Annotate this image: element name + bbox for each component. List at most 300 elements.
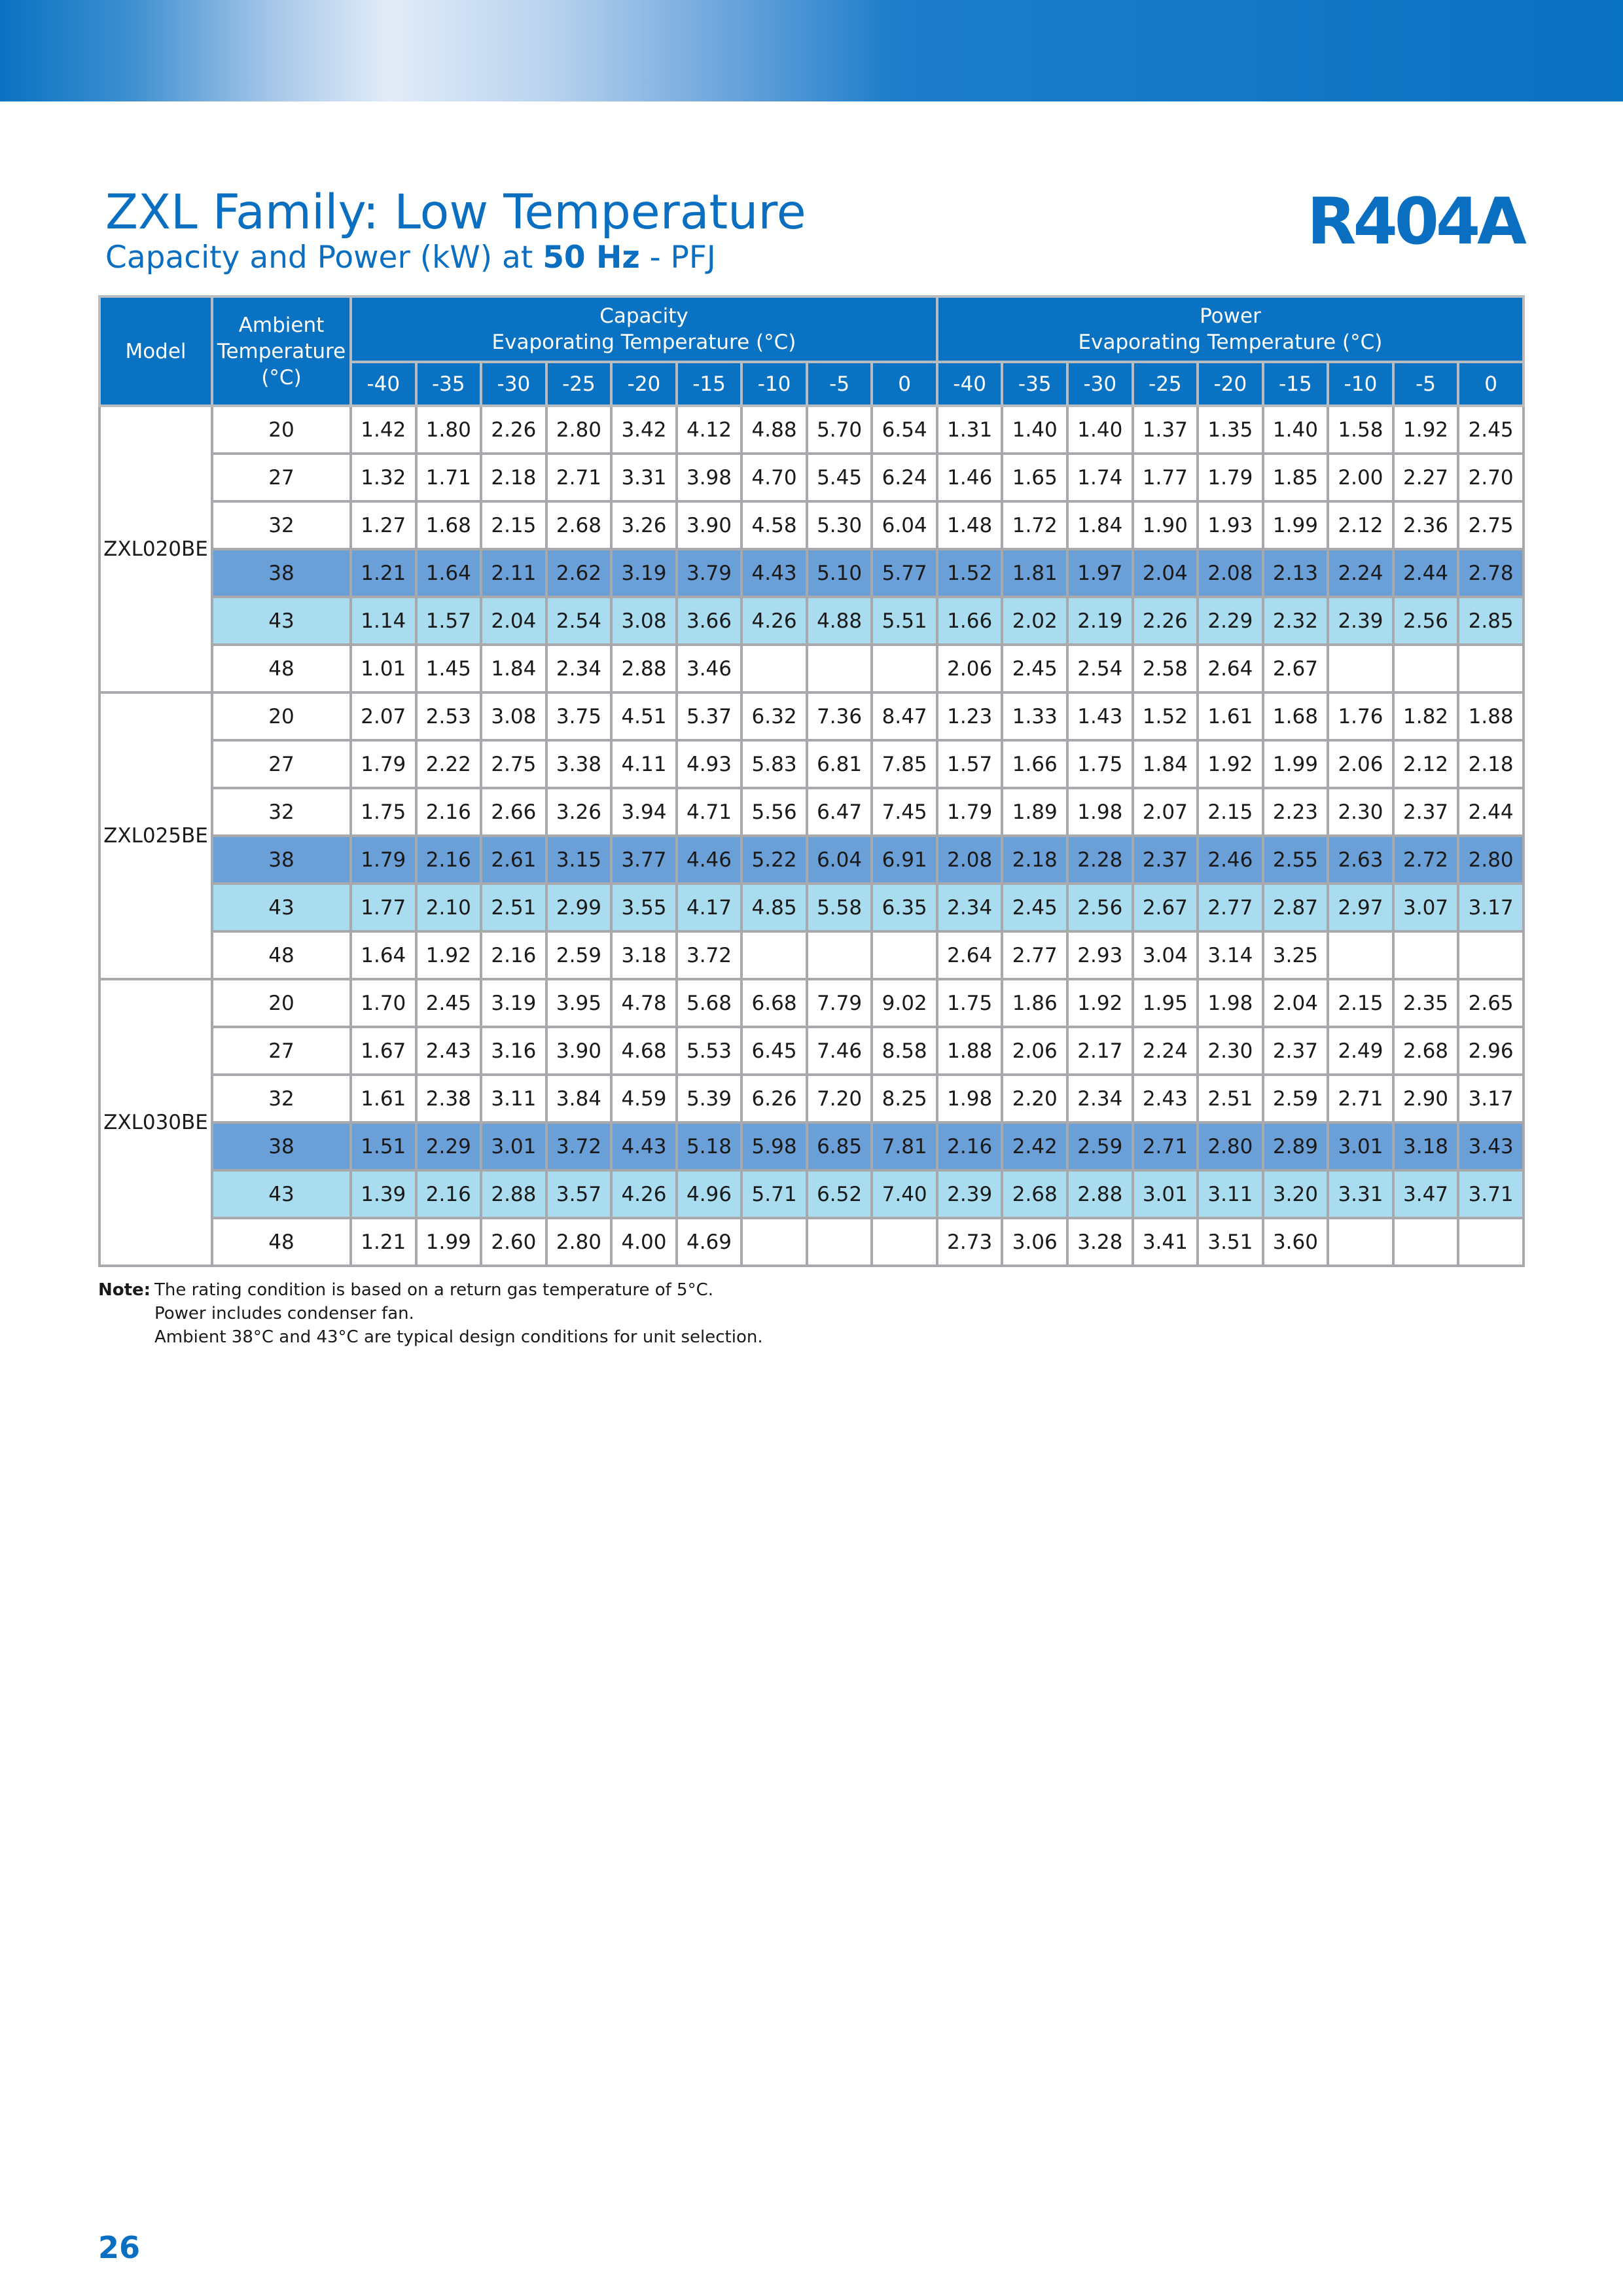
power-cell: 1.65 xyxy=(1002,454,1067,501)
capacity-cell xyxy=(872,1218,937,1266)
capacity-cell: 6.35 xyxy=(872,884,937,931)
capacity-cell: 3.19 xyxy=(481,979,546,1027)
power-cell: 1.33 xyxy=(1002,692,1067,740)
table-row xyxy=(99,1122,1524,1170)
capacity-cell: 7.45 xyxy=(872,788,937,836)
capacity-cell: 4.51 xyxy=(611,692,677,740)
power-cell: 1.72 xyxy=(1002,501,1067,549)
power-cell: 2.29 xyxy=(1198,597,1263,645)
power-evap-temp-header: -5 xyxy=(1393,362,1459,406)
capacity-cell: 3.84 xyxy=(546,1075,612,1122)
power-cell: 2.44 xyxy=(1458,788,1524,836)
capacity-evap-temp-header: -35 xyxy=(416,362,482,406)
power-cell: 2.18 xyxy=(1458,740,1524,788)
header-ambient: Ambient Temperature (°C) xyxy=(212,296,351,406)
capacity-cell: 4.85 xyxy=(741,884,807,931)
capacity-cell xyxy=(872,931,937,979)
capacity-cell: 1.57 xyxy=(416,597,482,645)
power-cell: 2.32 xyxy=(1263,597,1329,645)
power-cell: 2.07 xyxy=(1133,788,1198,836)
capacity-cell: 1.71 xyxy=(416,454,482,501)
capacity-cell: 1.39 xyxy=(351,1170,416,1218)
table-row xyxy=(99,549,1524,597)
power-cell: 2.55 xyxy=(1263,836,1329,884)
capacity-cell: 2.71 xyxy=(546,454,612,501)
capacity-label: Capacity xyxy=(599,304,688,328)
power-evap-temp-header: -10 xyxy=(1328,362,1393,406)
power-evap-label: Evaporating Temperature (°C) xyxy=(1078,331,1383,354)
power-cell: 1.88 xyxy=(1458,692,1524,740)
power-cell: 1.92 xyxy=(1198,740,1263,788)
ambient-temp-cell: 48 xyxy=(212,1218,351,1266)
capacity-cell: 5.98 xyxy=(741,1122,807,1170)
power-cell xyxy=(1393,931,1459,979)
power-cell xyxy=(1328,931,1393,979)
power-cell: 1.46 xyxy=(937,454,1003,501)
power-cell: 3.71 xyxy=(1458,1170,1524,1218)
capacity-cell: 5.71 xyxy=(741,1170,807,1218)
power-cell: 2.67 xyxy=(1133,884,1198,931)
capacity-cell: 3.38 xyxy=(546,740,612,788)
capacity-cell: 4.17 xyxy=(677,884,742,931)
ambient-temp-cell: 38 xyxy=(212,549,351,597)
capacity-cell: 1.92 xyxy=(416,931,482,979)
table-row xyxy=(99,836,1524,884)
power-cell: 3.20 xyxy=(1263,1170,1329,1218)
power-cell: 3.06 xyxy=(1002,1218,1067,1266)
note-line: Power includes condenser fan. xyxy=(154,1304,414,1323)
power-cell: 2.64 xyxy=(937,931,1003,979)
power-cell: 1.89 xyxy=(1002,788,1067,836)
capacity-cell: 5.18 xyxy=(677,1122,742,1170)
table-row xyxy=(99,1170,1524,1218)
power-cell: 2.67 xyxy=(1263,645,1329,692)
ambient-temp-cell: 48 xyxy=(212,645,351,692)
power-cell: 2.80 xyxy=(1458,836,1524,884)
header-capacity-group xyxy=(351,296,937,362)
power-cell: 2.06 xyxy=(937,645,1003,692)
ambient-temp-cell: 32 xyxy=(212,1075,351,1122)
power-cell: 2.85 xyxy=(1458,597,1524,645)
power-cell: 3.60 xyxy=(1263,1218,1329,1266)
power-cell: 2.26 xyxy=(1133,597,1198,645)
power-cell: 3.04 xyxy=(1133,931,1198,979)
power-cell: 2.34 xyxy=(937,884,1003,931)
power-cell: 3.47 xyxy=(1393,1170,1459,1218)
capacity-cell: 6.68 xyxy=(741,979,807,1027)
capacity-evap-temp-header: -25 xyxy=(546,362,612,406)
power-cell: 1.37 xyxy=(1133,406,1198,454)
power-cell: 1.31 xyxy=(937,406,1003,454)
capacity-cell: 4.43 xyxy=(611,1122,677,1170)
capacity-cell: 1.64 xyxy=(416,549,482,597)
power-cell: 2.70 xyxy=(1458,454,1524,501)
power-cell: 2.88 xyxy=(1067,1170,1133,1218)
power-cell: 3.41 xyxy=(1133,1218,1198,1266)
power-label: Power xyxy=(1200,304,1261,328)
power-cell: 2.54 xyxy=(1067,645,1133,692)
capacity-cell: 5.51 xyxy=(872,597,937,645)
power-cell: 2.30 xyxy=(1198,1027,1263,1075)
capacity-cell: 3.75 xyxy=(546,692,612,740)
power-cell: 3.28 xyxy=(1067,1218,1133,1266)
power-cell: 2.56 xyxy=(1067,884,1133,931)
capacity-cell: 6.85 xyxy=(807,1122,872,1170)
power-cell: 2.42 xyxy=(1002,1122,1067,1170)
power-cell: 2.08 xyxy=(937,836,1003,884)
power-cell: 3.25 xyxy=(1263,931,1329,979)
power-cell: 3.17 xyxy=(1458,884,1524,931)
power-cell: 2.64 xyxy=(1198,645,1263,692)
capacity-cell: 5.58 xyxy=(807,884,872,931)
power-cell: 1.52 xyxy=(1133,692,1198,740)
power-cell: 2.87 xyxy=(1263,884,1329,931)
capacity-cell: 1.75 xyxy=(351,788,416,836)
power-cell: 1.98 xyxy=(1067,788,1133,836)
power-cell: 2.59 xyxy=(1263,1075,1329,1122)
capacity-cell: 5.77 xyxy=(872,549,937,597)
capacity-cell: 4.12 xyxy=(677,406,742,454)
capacity-cell: 1.67 xyxy=(351,1027,416,1075)
ambient-temp-cell: 32 xyxy=(212,501,351,549)
power-cell: 1.84 xyxy=(1133,740,1198,788)
capacity-cell: 3.90 xyxy=(677,501,742,549)
power-cell xyxy=(1328,645,1393,692)
capacity-cell: 2.59 xyxy=(546,931,612,979)
power-cell: 2.63 xyxy=(1328,836,1393,884)
power-cell: 3.01 xyxy=(1133,1170,1198,1218)
capacity-cell: 6.45 xyxy=(741,1027,807,1075)
power-cell: 2.24 xyxy=(1133,1027,1198,1075)
capacity-cell: 7.40 xyxy=(872,1170,937,1218)
capacity-cell: 5.45 xyxy=(807,454,872,501)
capacity-cell: 1.51 xyxy=(351,1122,416,1170)
capacity-cell: 8.47 xyxy=(872,692,937,740)
model-name: ZXL030BE xyxy=(99,979,212,1266)
capacity-cell: 2.11 xyxy=(481,549,546,597)
capacity-evap-temp-header: -20 xyxy=(611,362,677,406)
power-cell: 2.39 xyxy=(937,1170,1003,1218)
note-label: Note: xyxy=(98,1280,151,1300)
capacity-cell: 2.66 xyxy=(481,788,546,836)
capacity-cell: 2.61 xyxy=(481,836,546,884)
capacity-cell: 2.51 xyxy=(481,884,546,931)
power-cell: 2.75 xyxy=(1458,501,1524,549)
capacity-cell: 4.26 xyxy=(611,1170,677,1218)
capacity-cell: 2.75 xyxy=(481,740,546,788)
power-evap-temp-header: 0 xyxy=(1458,362,1524,406)
capacity-cell: 2.43 xyxy=(416,1027,482,1075)
capacity-cell: 1.77 xyxy=(351,884,416,931)
model-name: ZXL025BE xyxy=(99,692,212,979)
capacity-cell: 2.34 xyxy=(546,645,612,692)
power-cell: 2.27 xyxy=(1393,454,1459,501)
power-cell: 2.72 xyxy=(1393,836,1459,884)
power-cell: 3.11 xyxy=(1198,1170,1263,1218)
power-cell: 1.57 xyxy=(937,740,1003,788)
power-cell: 3.18 xyxy=(1393,1122,1459,1170)
power-cell: 2.06 xyxy=(1328,740,1393,788)
capacity-cell: 1.42 xyxy=(351,406,416,454)
power-cell: 3.31 xyxy=(1328,1170,1393,1218)
table-row xyxy=(99,597,1524,645)
capacity-cell: 6.81 xyxy=(807,740,872,788)
capacity-cell: 1.79 xyxy=(351,740,416,788)
capacity-cell: 4.68 xyxy=(611,1027,677,1075)
capacity-cell: 5.39 xyxy=(677,1075,742,1122)
table-row xyxy=(99,1075,1524,1122)
table-row xyxy=(99,931,1524,979)
power-cell: 2.43 xyxy=(1133,1075,1198,1122)
power-cell: 2.65 xyxy=(1458,979,1524,1027)
power-cell: 1.40 xyxy=(1002,406,1067,454)
power-cell: 2.15 xyxy=(1328,979,1393,1027)
power-cell: 1.43 xyxy=(1067,692,1133,740)
table-row xyxy=(99,454,1524,501)
ambient-temp-cell: 20 xyxy=(212,692,351,740)
capacity-cell: 1.61 xyxy=(351,1075,416,1122)
capacity-cell: 4.70 xyxy=(741,454,807,501)
model-name: ZXL020BE xyxy=(99,406,212,692)
capacity-cell: 2.62 xyxy=(546,549,612,597)
table-row xyxy=(99,740,1524,788)
ambient-temp-cell: 27 xyxy=(212,1027,351,1075)
capacity-cell: 1.68 xyxy=(416,501,482,549)
power-cell: 2.35 xyxy=(1393,979,1459,1027)
power-cell: 2.12 xyxy=(1328,501,1393,549)
capacity-cell: 3.42 xyxy=(611,406,677,454)
ambient-temp-cell: 20 xyxy=(212,406,351,454)
power-cell: 2.71 xyxy=(1133,1122,1198,1170)
note-line: The rating condition is based on a return gas temperature of 5°C. xyxy=(154,1280,714,1300)
capacity-cell: 3.98 xyxy=(677,454,742,501)
power-cell: 1.68 xyxy=(1263,692,1329,740)
power-cell: 2.77 xyxy=(1198,884,1263,931)
capacity-evap-temp-header: -15 xyxy=(677,362,742,406)
capacity-cell xyxy=(807,1218,872,1266)
power-cell: 2.59 xyxy=(1067,1122,1133,1170)
power-cell: 1.98 xyxy=(937,1075,1003,1122)
capacity-cell: 9.02 xyxy=(872,979,937,1027)
capacity-cell: 2.60 xyxy=(481,1218,546,1266)
page-title: ZXL Family: Low Temperature xyxy=(105,185,806,240)
capacity-cell: 6.04 xyxy=(872,501,937,549)
power-cell: 2.36 xyxy=(1393,501,1459,549)
capacity-evap-temp-header: -40 xyxy=(351,362,416,406)
power-cell: 1.76 xyxy=(1328,692,1393,740)
capacity-cell: 7.79 xyxy=(807,979,872,1027)
power-cell: 1.88 xyxy=(937,1027,1003,1075)
page-number: 26 xyxy=(98,2230,141,2265)
power-cell: 1.97 xyxy=(1067,549,1133,597)
capacity-cell xyxy=(741,1218,807,1266)
capacity-cell: 6.52 xyxy=(807,1170,872,1218)
ambient-temp-cell: 43 xyxy=(212,1170,351,1218)
ambient-temp-cell: 20 xyxy=(212,979,351,1027)
ambient-temp-cell: 27 xyxy=(212,454,351,501)
capacity-cell: 5.70 xyxy=(807,406,872,454)
ambient-temp-cell: 48 xyxy=(212,931,351,979)
capacity-cell: 1.80 xyxy=(416,406,482,454)
power-cell: 2.71 xyxy=(1328,1075,1393,1122)
power-cell: 1.99 xyxy=(1263,501,1329,549)
power-cell: 2.45 xyxy=(1458,406,1524,454)
subtitle-prefix: Capacity and Power (kW) at xyxy=(105,240,543,276)
power-cell xyxy=(1393,645,1459,692)
top-banner xyxy=(0,0,1623,101)
capacity-cell: 2.54 xyxy=(546,597,612,645)
power-cell: 1.66 xyxy=(1002,740,1067,788)
power-evap-temp-header: -35 xyxy=(1002,362,1067,406)
power-cell: 1.79 xyxy=(937,788,1003,836)
power-cell: 2.37 xyxy=(1393,788,1459,836)
capacity-cell: 1.84 xyxy=(481,645,546,692)
power-cell: 3.43 xyxy=(1458,1122,1524,1170)
capacity-cell: 2.68 xyxy=(546,501,612,549)
capacity-cell xyxy=(807,931,872,979)
capacity-cell: 3.26 xyxy=(546,788,612,836)
ambient-temp-cell: 38 xyxy=(212,836,351,884)
ambient-temp-cell: 32 xyxy=(212,788,351,836)
capacity-cell: 4.88 xyxy=(741,406,807,454)
capacity-cell: 7.36 xyxy=(807,692,872,740)
power-cell: 1.90 xyxy=(1133,501,1198,549)
power-cell: 1.84 xyxy=(1067,501,1133,549)
capacity-cell: 2.16 xyxy=(416,788,482,836)
capacity-cell: 4.43 xyxy=(741,549,807,597)
capacity-evap-temp-header: -30 xyxy=(481,362,546,406)
page-subtitle xyxy=(105,240,716,276)
power-cell: 2.06 xyxy=(1002,1027,1067,1075)
capacity-cell: 8.58 xyxy=(872,1027,937,1075)
power-cell: 2.68 xyxy=(1393,1027,1459,1075)
capacity-cell: 1.45 xyxy=(416,645,482,692)
power-cell: 1.93 xyxy=(1198,501,1263,549)
capacity-cell: 5.68 xyxy=(677,979,742,1027)
power-cell: 2.08 xyxy=(1198,549,1263,597)
header-power-group xyxy=(937,296,1524,362)
capacity-cell: 2.80 xyxy=(546,1218,612,1266)
power-cell: 2.34 xyxy=(1067,1075,1133,1122)
capacity-cell: 2.26 xyxy=(481,406,546,454)
power-cell: 2.58 xyxy=(1133,645,1198,692)
power-cell: 2.77 xyxy=(1002,931,1067,979)
table-row xyxy=(99,1027,1524,1075)
power-evap-temp-header: -30 xyxy=(1067,362,1133,406)
capacity-cell: 2.38 xyxy=(416,1075,482,1122)
ambient-temp-cell: 43 xyxy=(212,884,351,931)
power-cell: 2.00 xyxy=(1328,454,1393,501)
power-cell: 1.58 xyxy=(1328,406,1393,454)
capacity-cell: 3.01 xyxy=(481,1122,546,1170)
capacity-cell: 7.81 xyxy=(872,1122,937,1170)
subtitle-frequency: 50 Hz xyxy=(543,240,640,276)
capacity-cell: 5.10 xyxy=(807,549,872,597)
power-cell: 1.81 xyxy=(1002,549,1067,597)
power-cell: 2.12 xyxy=(1393,740,1459,788)
capacity-cell: 1.14 xyxy=(351,597,416,645)
capacity-cell: 2.18 xyxy=(481,454,546,501)
power-cell: 2.44 xyxy=(1393,549,1459,597)
capacity-cell: 7.20 xyxy=(807,1075,872,1122)
capacity-cell: 6.47 xyxy=(807,788,872,836)
capacity-cell xyxy=(741,931,807,979)
power-cell: 2.02 xyxy=(1002,597,1067,645)
power-cell: 1.95 xyxy=(1133,979,1198,1027)
capacity-cell: 5.56 xyxy=(741,788,807,836)
table-row xyxy=(99,884,1524,931)
capacity-cell: 7.46 xyxy=(807,1027,872,1075)
power-cell: 1.82 xyxy=(1393,692,1459,740)
power-cell: 2.04 xyxy=(1263,979,1329,1027)
capacity-cell: 4.59 xyxy=(611,1075,677,1122)
capacity-evap-temp-header: 0 xyxy=(872,362,937,406)
power-cell: 2.51 xyxy=(1198,1075,1263,1122)
capacity-cell: 2.88 xyxy=(481,1170,546,1218)
power-cell: 1.75 xyxy=(1067,740,1133,788)
capacity-cell: 1.79 xyxy=(351,836,416,884)
power-cell: 1.35 xyxy=(1198,406,1263,454)
power-cell: 2.45 xyxy=(1002,884,1067,931)
power-cell: 1.85 xyxy=(1263,454,1329,501)
power-cell: 2.24 xyxy=(1328,549,1393,597)
power-cell: 2.17 xyxy=(1067,1027,1133,1075)
capacity-cell: 3.72 xyxy=(546,1122,612,1170)
power-cell: 1.98 xyxy=(1198,979,1263,1027)
capacity-cell: 4.58 xyxy=(741,501,807,549)
capacity-cell: 3.95 xyxy=(546,979,612,1027)
subtitle-suffix: - PFJ xyxy=(639,240,716,276)
capacity-cell: 2.16 xyxy=(481,931,546,979)
table-row xyxy=(99,1218,1524,1266)
power-evap-temp-header: -15 xyxy=(1263,362,1329,406)
ambient-temp-cell: 27 xyxy=(212,740,351,788)
capacity-cell: 2.53 xyxy=(416,692,482,740)
power-cell: 2.28 xyxy=(1067,836,1133,884)
capacity-cell: 5.30 xyxy=(807,501,872,549)
power-cell: 1.99 xyxy=(1263,740,1329,788)
capacity-cell: 4.11 xyxy=(611,740,677,788)
refrigerant-label: R404A xyxy=(1307,185,1524,259)
header-model: Model xyxy=(99,296,212,406)
capacity-cell: 3.57 xyxy=(546,1170,612,1218)
capacity-cell: 5.53 xyxy=(677,1027,742,1075)
power-cell: 1.48 xyxy=(937,501,1003,549)
power-cell: 2.90 xyxy=(1393,1075,1459,1122)
power-cell: 1.66 xyxy=(937,597,1003,645)
power-cell: 2.96 xyxy=(1458,1027,1524,1075)
capacity-cell: 4.88 xyxy=(807,597,872,645)
power-cell: 2.97 xyxy=(1328,884,1393,931)
capacity-cell: 6.54 xyxy=(872,406,937,454)
capacity-cell: 3.77 xyxy=(611,836,677,884)
power-cell: 2.15 xyxy=(1198,788,1263,836)
capacity-cell: 2.16 xyxy=(416,1170,482,1218)
capacity-cell: 4.71 xyxy=(677,788,742,836)
capacity-cell: 1.70 xyxy=(351,979,416,1027)
power-cell: 1.92 xyxy=(1393,406,1459,454)
capacity-evap-temp-header: -10 xyxy=(741,362,807,406)
power-evap-temp-header: -40 xyxy=(937,362,1003,406)
power-cell: 2.23 xyxy=(1263,788,1329,836)
capacity-cell: 2.10 xyxy=(416,884,482,931)
capacity-cell: 2.15 xyxy=(481,501,546,549)
table-body xyxy=(99,406,1524,1266)
power-evap-temp-header: -25 xyxy=(1133,362,1198,406)
capacity-cell: 6.32 xyxy=(741,692,807,740)
capacity-cell: 2.80 xyxy=(546,406,612,454)
capacity-cell: 1.21 xyxy=(351,1218,416,1266)
